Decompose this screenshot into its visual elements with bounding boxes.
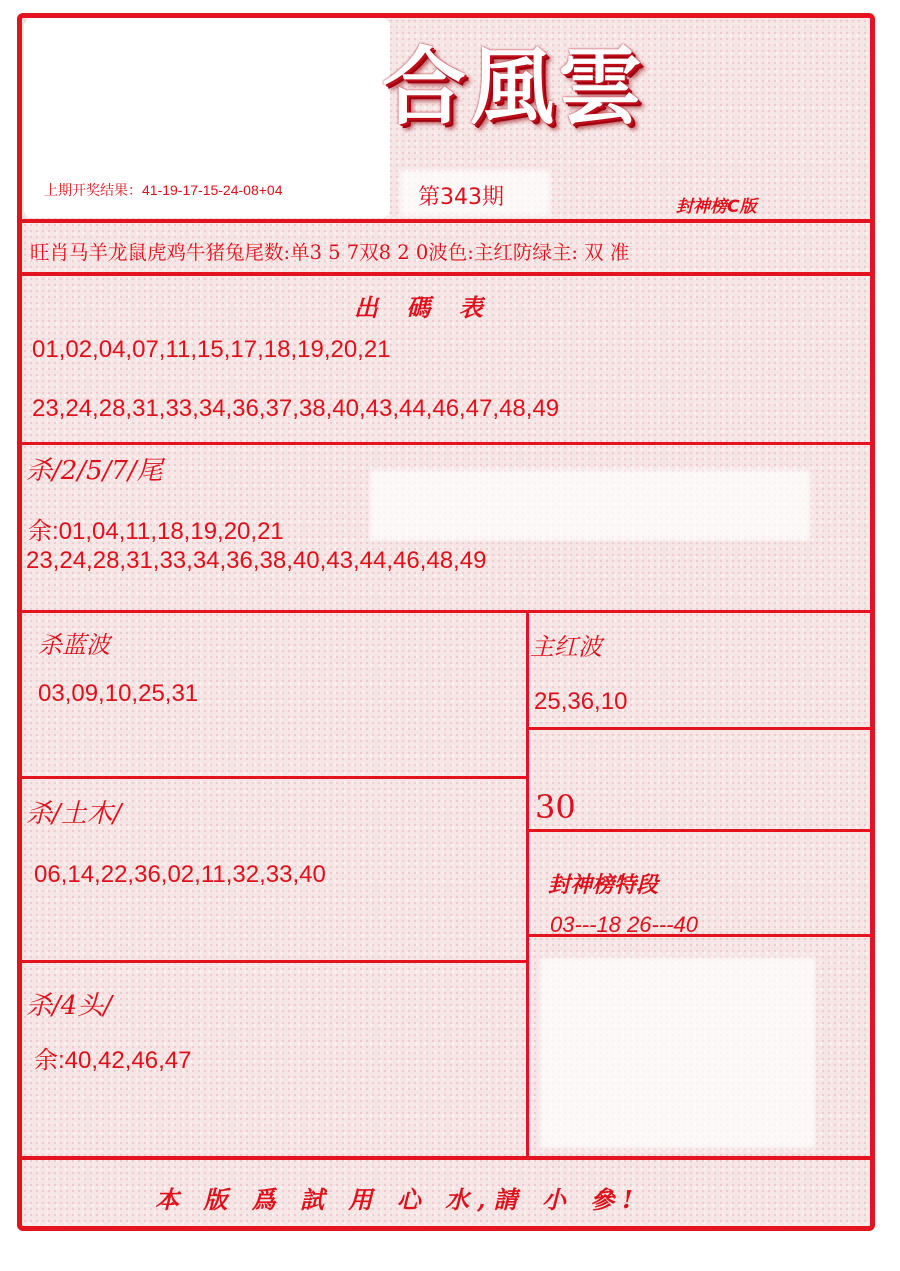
rest-label: 余: [34, 1047, 65, 1074]
main-red-numbers: 25,36,10 [534, 688, 628, 715]
zodiac-line: 旺肖马羊龙鼠虎鸡牛猪兔尾数:单3 5 7双8 2 0波色:主红防绿主: 双 准 [30, 241, 630, 264]
divider-right-2 [528, 829, 870, 832]
issue-number: 第343期 [418, 185, 504, 210]
divider-header [20, 219, 870, 223]
kill-tail-row-1: 01,04,11,18,19,20,21 [58, 518, 284, 545]
divider-footer [20, 1156, 870, 1160]
code-table-row-2: 23,24,28,31,33,34,36,37,38,40,43,44,46,47,48,49 [32, 395, 560, 422]
kill-head-rest [34, 1040, 191, 1075]
rest-label: 余: [28, 518, 59, 545]
code-table-row-1: 01,02,04,07,11,15,17,18,19,20,21 [32, 336, 391, 363]
divider-kill-tail [20, 610, 870, 613]
divider-left-2 [20, 960, 527, 963]
kill-head-title: 杀/4头/ [26, 991, 113, 1021]
single-number: 30 [535, 788, 576, 826]
divider-middle-vertical [526, 612, 529, 1158]
kill-blue-numbers: 03,09,10,25,31 [38, 680, 199, 707]
kill-blue-title: 杀蓝波 [38, 631, 110, 659]
main-red-title: 主红波 [530, 633, 602, 661]
kill-tail-rest [28, 511, 284, 546]
edition-label: 封神榜C版 [676, 197, 757, 217]
kill-element-title: 杀/土木/ [26, 799, 122, 829]
kill-head-numbers: 40,42,46,47 [64, 1047, 192, 1074]
bottom-right-blank-panel [540, 958, 815, 1148]
special-title: 封神榜特段 [548, 873, 659, 898]
divider-zodiac [20, 272, 870, 276]
kill-tail-row-2: 23,24,28,31,33,34,36,38,40,43,44,46,48,49 [26, 547, 487, 574]
kill-tail-backdrop [370, 470, 810, 540]
divider-left-1 [20, 776, 527, 779]
kill-element-numbers: 06,14,22,36,02,11,32,33,40 [34, 861, 326, 888]
kill-tail-title: 杀/2/5/7/尾 [26, 456, 163, 486]
divider-right-1 [528, 727, 870, 730]
last-result-text: 上期开奖结果：41-19-17-15-24-08+04 [44, 182, 283, 198]
special-range: 03---18 26---40 [550, 912, 698, 937]
code-table-title: 出 碼 表 [354, 294, 493, 322]
divider-code-table [20, 442, 870, 445]
brand-logo: 合風雲 [382, 37, 647, 136]
footer-notice: 本 版 爲 試 用 心 水,請 小 參! [155, 1185, 641, 1214]
